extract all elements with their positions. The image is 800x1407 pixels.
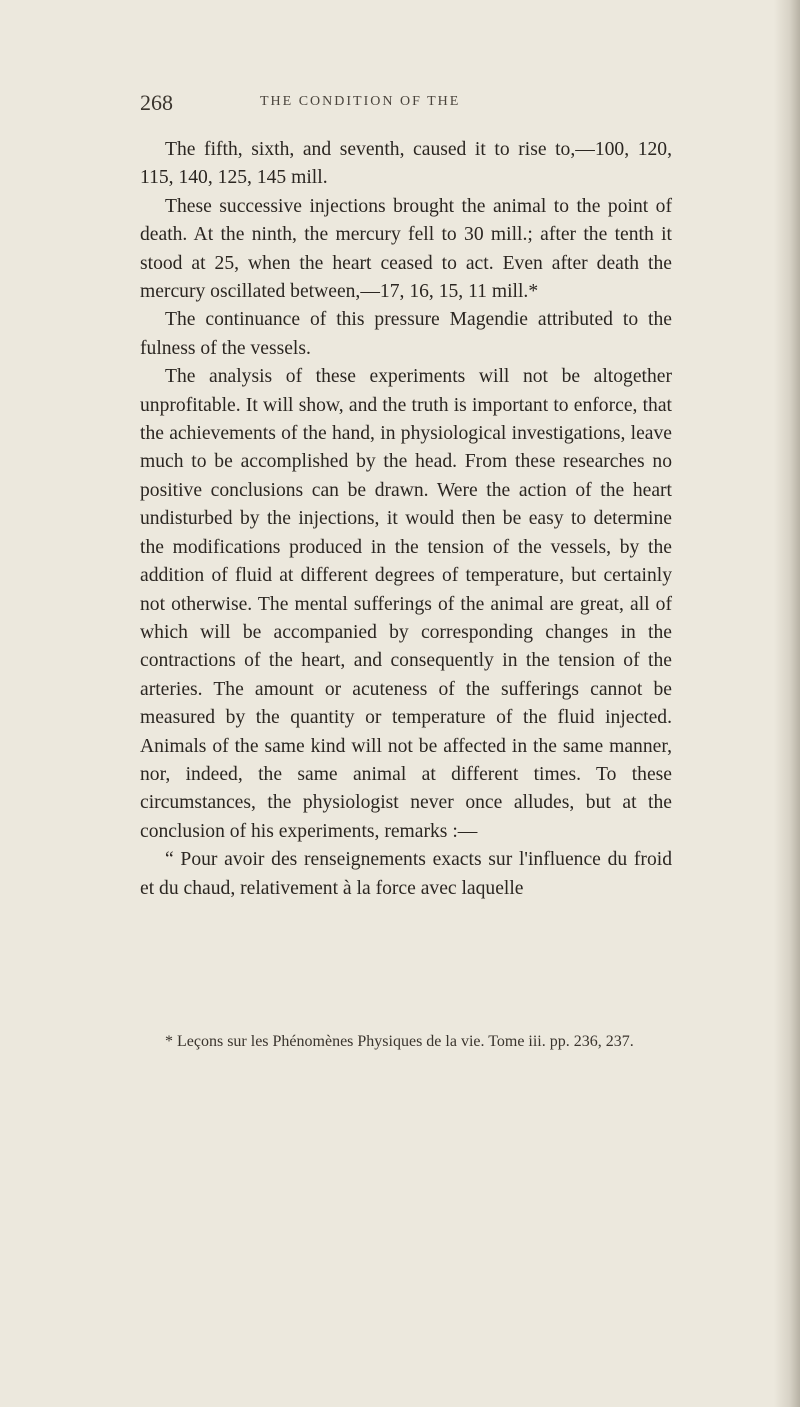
paragraph: These successive injections brought the animal to the point of death. At the ninth, the mercury fell to 30 mill.; after the tenth it stood at 25, when the heart ceased to act. Even after death the mercury oscillated between,—17, 16, 15, 11 mill.*: [140, 195, 672, 303]
running-head: THE CONDITION OF THE: [260, 94, 461, 109]
paragraph: “ Pour avoir des renseignements exacts sur l'influence du froid et du chaud, relativement à la force avec laquelle: [140, 849, 672, 899]
page-edge-shadow: [774, 0, 800, 1407]
body-text: [140, 136, 672, 903]
footnote: * Leçons sur les Phénomènes Physiques de la vie. Tome iii. pp. 236, 237.: [165, 1033, 634, 1050]
paragraph: The continuance of this pressure Magendie attributed to the fulness of the vessels.: [140, 309, 672, 359]
paragraph: The analysis of these experiments will not be altogether unprofitable. It will show, and the truth is important to enforce, that the achievements of the hand, in physiological investigations, leave much to be accomplished by the head. From these researches no positive conclusions can be drawn. Were the action of the heart undisturbed by the injections, it would then be easy to determine the modifications produced in the tension of the vessels, by the addition of fluid at different degrees of temperature, but certainly not otherwise. The mental sufferings of the animal are great, all of which will be accompanied by corresponding changes in the contractions of the heart, and consequently in the tension of the arteries. The amount or acuteness of the sufferings cannot be measured by the quantity or temperature of the fluid injected. Animals of the same kind will not be affected in the same manner, nor, indeed, the same animal at different times. To these circumstances, the physiologist never once alludes, but at the conclusion of his experiments, remarks :—: [140, 366, 672, 842]
page-number: 268: [140, 90, 173, 115]
paragraph: The fifth, sixth, and seventh, caused it to rise to,—100, 120, 115, 140, 125, 145 mill.: [140, 139, 672, 189]
page-header: [140, 88, 700, 122]
